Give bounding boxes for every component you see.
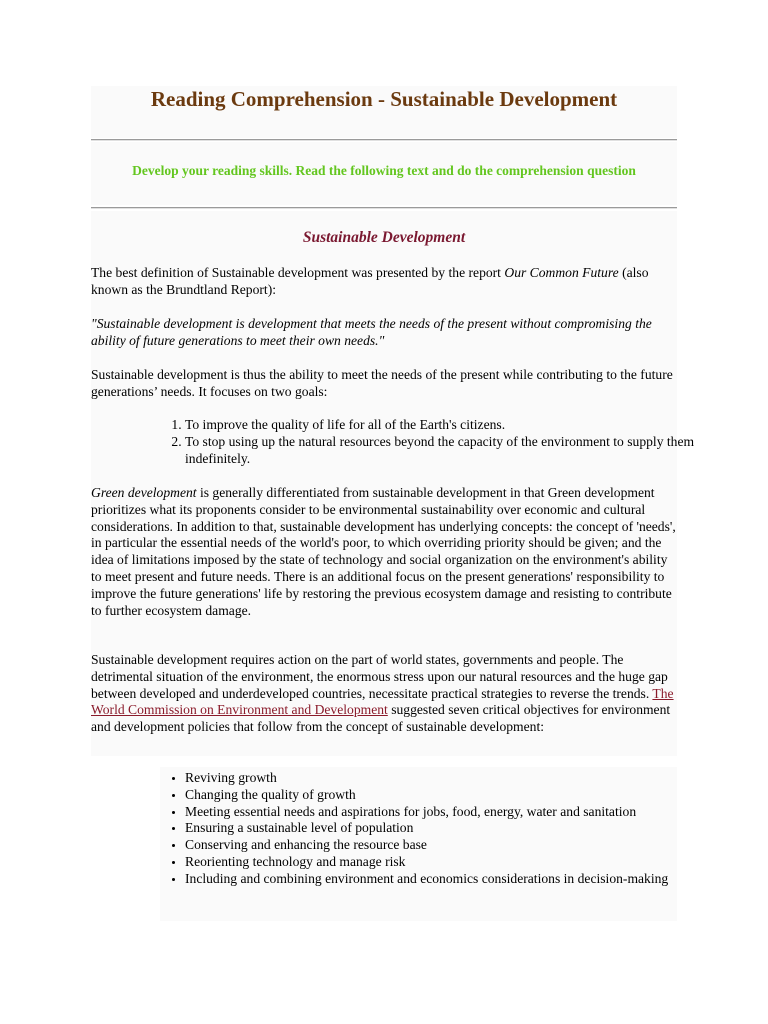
intro-text: Develop your reading skills. Read the following text and do the comprehension question	[132, 163, 636, 178]
list-item: • Conserving and enhancing the resource base	[185, 837, 705, 854]
list-item: • Including and combining environment and economics considerations in decision-making	[185, 871, 705, 888]
paragraph-green-development	[91, 485, 679, 619]
term-green-development: Green development	[91, 485, 197, 500]
list-item: 2. To stop using up the natural resources beyond the capacity of the environment to supply them indefinitely.	[185, 434, 705, 468]
wced-link[interactable]: The World Commission on Environment and Development	[91, 685, 674, 718]
paragraph-text: (also known as the Brundtland Report):	[91, 265, 649, 297]
title-block	[91, 86, 677, 138]
list-item: • Reorienting technology and manage risk	[185, 854, 705, 871]
goals-list	[160, 417, 705, 467]
section-heading: Sustainable Development	[302, 229, 466, 246]
divider	[91, 207, 677, 209]
paragraph-text: is generally differentiated from sustainable development in that Green development prioritizes what its proponents consider to be environmental sustainability over economic and cultural considerations. In addition to that, sustainable development has underlying concepts: the concept of 'needs', in particular the essential needs of the world's poor, to which overriding priority should be given; and the idea of limitations imposed by the state of technology and social organization on the environment's ability to meet present and future needs. There is an additional focus on the present generations' responsibility to improve the future generations' life by restoring the previous ecosystem damage and resisting to contribute to further ecosystem damage.	[91, 485, 676, 618]
report-title: Our Common Future	[504, 265, 619, 280]
page-title: Reading Comprehension - Sustainable Development	[150, 87, 618, 111]
list-item: • Reviving growth	[185, 770, 705, 787]
paragraph-requirements	[91, 652, 679, 736]
intro-block	[91, 142, 677, 205]
definition-quote: "Sustainable development is development that meets the needs of the present without compromising the ability of future generations to meet their own needs."	[91, 316, 652, 348]
objectives-list	[160, 770, 705, 888]
divider	[91, 139, 677, 141]
list-item: • Meeting essential needs and aspirations for jobs, food, energy, water and sanitation	[185, 804, 705, 821]
paragraph-text: The best definition of Sustainable development was presented by the report	[91, 265, 505, 280]
paragraph-goals-intro: Sustainable development is thus the ability to meet the needs of the present while contributing to the future generations’ needs. It focuses on two goals:	[91, 367, 673, 399]
paragraph-text: Sustainable development requires action on the part of world states, governments and people. The detrimental situation of the environment, the enormous stress upon our natural resources and the huge gap between developed and underdeveloped countries, necessitate practical strategies to reverse the trends.	[91, 652, 668, 701]
paragraph-definition	[91, 265, 679, 299]
list-item: • Changing the quality of growth	[185, 787, 705, 804]
list-item: • Ensuring a sustainable level of population	[185, 820, 705, 837]
list-item: 1. To improve the quality of life for all of the Earth's citizens.	[185, 417, 705, 434]
paragraph-text: suggested seven critical objectives for environment and development policies that follow from the concept of sustainable development:	[91, 702, 671, 735]
